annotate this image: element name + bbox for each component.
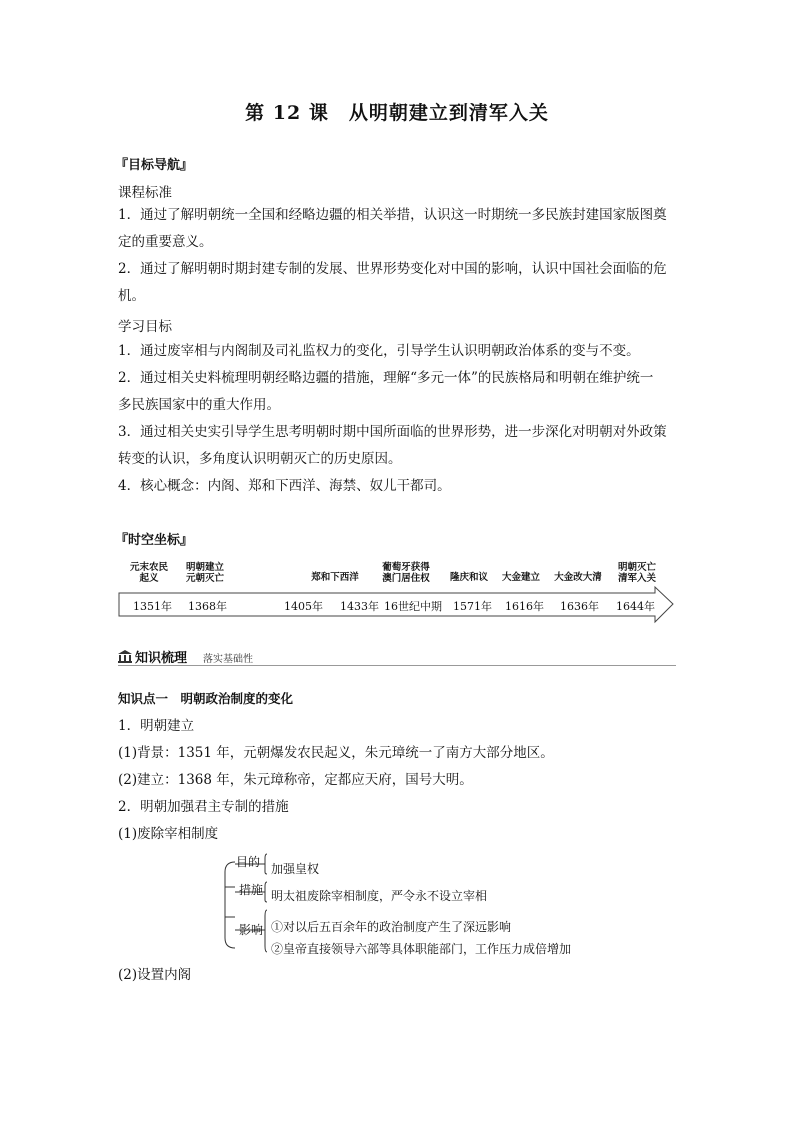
diagram-label-purpose: 目的: [236, 855, 261, 869]
goal-line-1: 1．通过废宰相与内阁制及司礼监权力的变化，引导学生认识明朝政治体系的变与不变。: [118, 343, 640, 359]
timeline-header: 『时空坐标』: [115, 533, 194, 548]
timeline-year: 1351年: [133, 600, 172, 613]
diagram-text-measure: 明太祖废除宰相制度，严令永不设立宰相: [271, 889, 488, 903]
page-title: 第 12 课 从明朝建立到清军入关: [245, 102, 549, 124]
goal-line-3: 多民族国家中的重大作用。: [118, 397, 280, 413]
goal-line-2: 2．通过相关史料梳理明朝经略边疆的措施，理解“多元一体”的民族格局和明朝在维护统一: [118, 370, 654, 386]
diagram-text-impact-1: ①对以后五百余年的政治制度产生了深远影响: [271, 920, 512, 934]
curriculum-line-3: 2．通过了解明朝时期封建专制的发展、世界形势变化对中国的影响，认识中国社会面临的危: [118, 261, 667, 277]
timeline-event-label: 葡萄牙获得 澳门居住权: [382, 562, 430, 584]
timeline-year: 1616年: [505, 600, 544, 613]
curriculum-line-2: 定的重要意义。: [118, 234, 213, 250]
timeline-event-label: 郑和下西洋: [311, 572, 359, 583]
knowledge-line-5: (1)废除宰相制度: [118, 826, 219, 842]
diagram-text-purpose: 加强皇权: [271, 862, 320, 876]
building-icon: [118, 650, 132, 663]
curriculum-line-1: 1．通过了解明朝统一全国和经略边疆的相关举措，认识这一时期统一多民族封建国家版图奠: [118, 207, 667, 223]
timeline-year: 1433年: [340, 600, 379, 613]
timeline-year: 1644年: [616, 600, 655, 613]
knowledge-line-3: (2)建立：1368 年，朱元璋称帝，定都应天府，国号大明。: [118, 772, 473, 788]
timeline-event-label: 元末农民 起义: [129, 562, 168, 584]
knowledge-point-title: 知识点一 明朝政治制度的变化: [118, 691, 294, 706]
knowledge-line-2: (1)背景：1351 年，元朝爆发农民起义，朱元璋统一了南方大部分地区。: [118, 745, 554, 761]
curriculum-heading: 课程标准: [118, 185, 172, 201]
diagram-text-impact-2: ②皇帝直接领导六部等具体职能部门，工作压力成倍增加: [271, 942, 572, 956]
knowledge-banner-title: 知识梳理: [135, 651, 188, 666]
diagram-label-measure: 措施: [239, 883, 264, 897]
diagram-label-impact: 影响: [239, 923, 264, 937]
knowledge-line-4: 2．明朝加强君主专制的措施: [118, 799, 289, 815]
curriculum-line-4: 机。: [118, 288, 145, 304]
timeline-year: 1636年: [560, 600, 599, 613]
knowledge-line-6: (2)设置内阁: [118, 967, 192, 983]
goal-line-5: 转变的认识，多角度认识明朝灭亡的历史原因。: [118, 451, 402, 467]
timeline-event-label: 大金建立: [501, 572, 540, 583]
goal-line-4: 3．通过相关史实引导学生思考明朝时期中国所面临的世界形势，进一步深化对明朝对外政策: [118, 424, 667, 440]
knowledge-banner-subtitle: 落实基础性: [203, 654, 253, 665]
timeline-event-label: 大金改大清: [554, 572, 602, 583]
timeline-event-label: 隆庆和议: [449, 572, 488, 583]
goal-line-6: 4．核心概念：内阁、郑和下西洋、海禁、奴儿干都司。: [118, 478, 451, 494]
goals-heading: 学习目标: [118, 319, 172, 335]
timeline-year: 1405年: [284, 600, 323, 613]
knowledge-line-1: 1．明朝建立: [118, 718, 195, 734]
nav-header: 『目标导航』: [115, 158, 194, 173]
knowledge-banner: [118, 648, 676, 666]
timeline-year: 16世纪中期: [384, 600, 442, 613]
timeline-event-label: 明朝建立 元朝灭亡: [185, 562, 224, 584]
timeline-year: 1571年: [453, 600, 492, 613]
timeline-event-label: 明朝灭亡 清军入关: [617, 562, 656, 584]
timeline-year: 1368年: [188, 600, 227, 613]
